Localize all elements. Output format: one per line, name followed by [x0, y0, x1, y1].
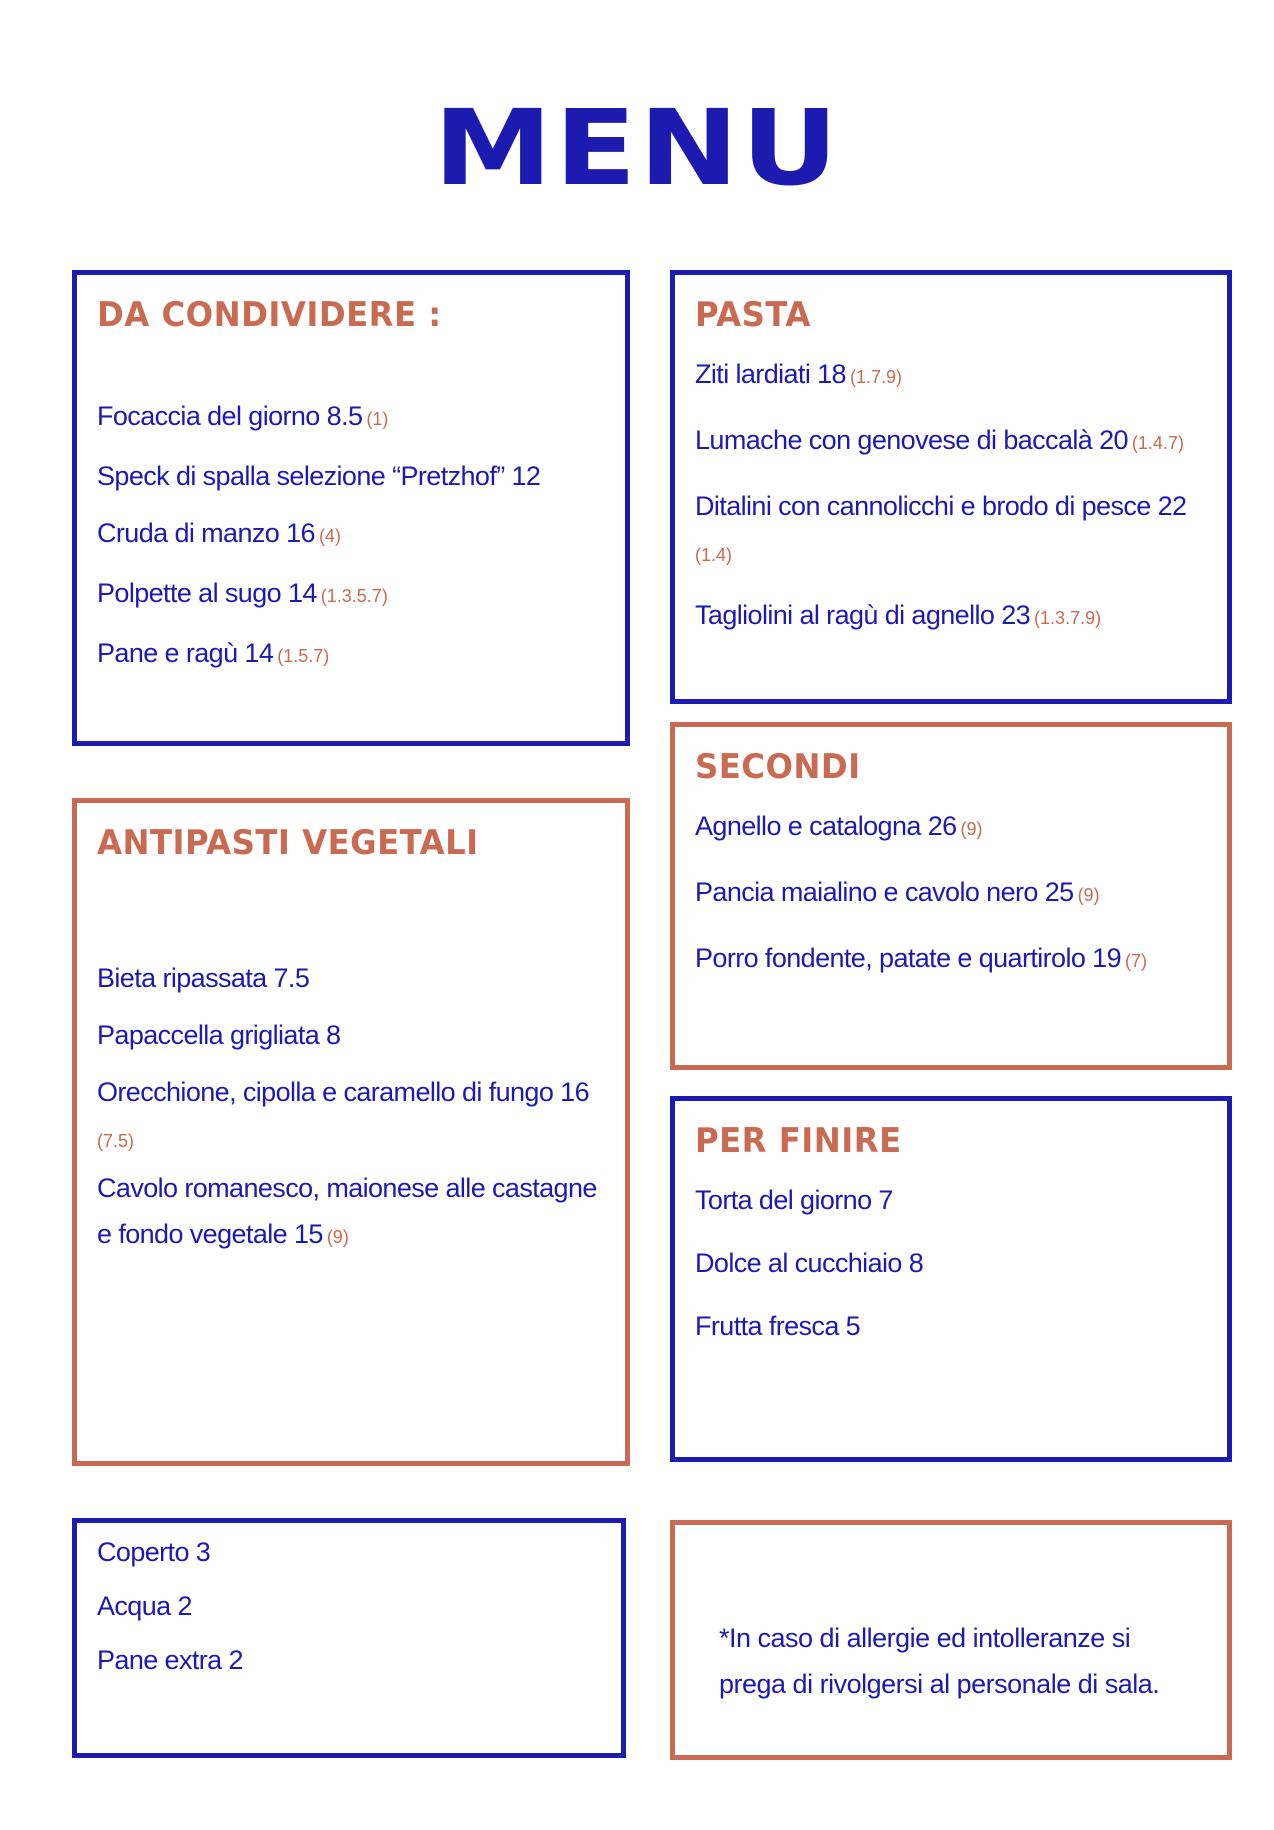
item-list: [97, 1529, 601, 1683]
allergy-note: *In caso di allergie ed intolleranze si prega di rivolgersi al personale di sala.: [719, 1623, 1160, 1699]
list-item: [695, 417, 1207, 466]
list-item: [97, 630, 605, 679]
item-list: [97, 393, 605, 679]
item-name: Acqua 2: [97, 1591, 192, 1621]
menu-title: MENU: [433, 87, 841, 209]
list-item: [695, 351, 1207, 400]
item-name: Ditalini con cannolicchi e brodo di pesce 22: [695, 491, 1187, 521]
section-extras: [72, 1518, 626, 1758]
allergen-code: (1.7.9): [849, 367, 902, 387]
item-list: [97, 955, 605, 1260]
list-item: [97, 453, 605, 499]
item-name: Agnello e catalogna 26: [695, 811, 957, 841]
list-item: [97, 1637, 601, 1683]
item-name: Porro fondente, patate e quartirolo 19: [695, 943, 1122, 973]
list-item: [695, 1240, 1207, 1286]
item-list: [695, 1177, 1207, 1349]
list-item: [695, 869, 1207, 918]
list-item: [695, 592, 1207, 641]
item-name: Frutta fresca 5: [695, 1311, 861, 1341]
item-name: Coperto 3: [97, 1537, 211, 1567]
item-name: Speck di spalla selezione “Pretzhof” 12: [97, 461, 541, 491]
list-item: [97, 1012, 605, 1058]
item-name: Pane e ragù 14: [97, 638, 274, 668]
list-item: [97, 510, 605, 559]
section-heading: PASTA: [695, 295, 811, 335]
allergen-code: (9): [326, 1227, 349, 1247]
section-pasta: [670, 270, 1232, 704]
section-heading: DA CONDIVIDERE :: [97, 295, 442, 335]
item-name: Polpette al sugo 14: [97, 578, 317, 608]
list-item: [695, 1303, 1207, 1349]
list-item: [97, 1529, 601, 1575]
item-name: Pane extra 2: [97, 1645, 243, 1675]
item-name: Lumache con genovese di baccalà 20: [695, 425, 1128, 455]
section-per-finire: [670, 1096, 1232, 1462]
allergen-code: (1.3.5.7): [320, 586, 388, 606]
allergen-code: (1.4.7): [1131, 433, 1184, 453]
list-item: [97, 393, 605, 442]
section-da-condividere: [72, 270, 630, 746]
list-item: [97, 955, 605, 1001]
section-antipasti-vegetali: [72, 798, 630, 1466]
item-name: Orecchione, cipolla e caramello di fungo 16: [97, 1077, 589, 1107]
allergen-code: (9): [1077, 885, 1100, 905]
item-list: [695, 351, 1207, 641]
item-list: [695, 803, 1207, 984]
section-heading: ANTIPASTI VEGETALI: [97, 823, 479, 863]
list-item: [97, 1583, 601, 1629]
item-name: Ziti lardiati 18: [695, 359, 846, 389]
allergen-code: (4): [318, 526, 341, 546]
list-item: [695, 803, 1207, 852]
list-item: [695, 1177, 1207, 1223]
list-item: [695, 935, 1207, 984]
section-heading: PER FINIRE: [695, 1121, 902, 1161]
item-name: Dolce al cucchiaio 8: [695, 1248, 924, 1278]
section-secondi: [670, 722, 1232, 1070]
item-name: Cruda di manzo 16: [97, 518, 315, 548]
section-heading: SECONDI: [695, 747, 861, 787]
item-name: Torta del giorno 7: [695, 1185, 893, 1215]
item-name: Pancia maialino e cavolo nero 25: [695, 877, 1074, 907]
section-allergy-note: [670, 1520, 1232, 1760]
allergen-code: (1): [366, 409, 389, 429]
allergen-code: (7): [1125, 951, 1148, 971]
item-name: Tagliolini al ragù di agnello 23: [695, 600, 1031, 630]
allergen-code: (1.4): [695, 545, 733, 565]
list-item: [97, 1069, 605, 1161]
list-item: [97, 570, 605, 619]
allergen-code: (1.5.7): [277, 646, 330, 666]
item-name: Papaccella grigliata 8: [97, 1020, 341, 1050]
item-name: Bieta ripassata 7.5: [97, 963, 310, 993]
allergen-code: (9): [960, 819, 983, 839]
item-name: Cavolo romanesco, maionese alle castagne e fondo vegetale 15: [97, 1173, 597, 1249]
list-item: [97, 1165, 597, 1260]
list-item: [695, 483, 1207, 575]
item-name: Focaccia del giorno 8.5: [97, 401, 363, 431]
allergen-code: (7.5): [97, 1131, 135, 1151]
allergen-code: (1.3.7.9): [1034, 608, 1102, 628]
